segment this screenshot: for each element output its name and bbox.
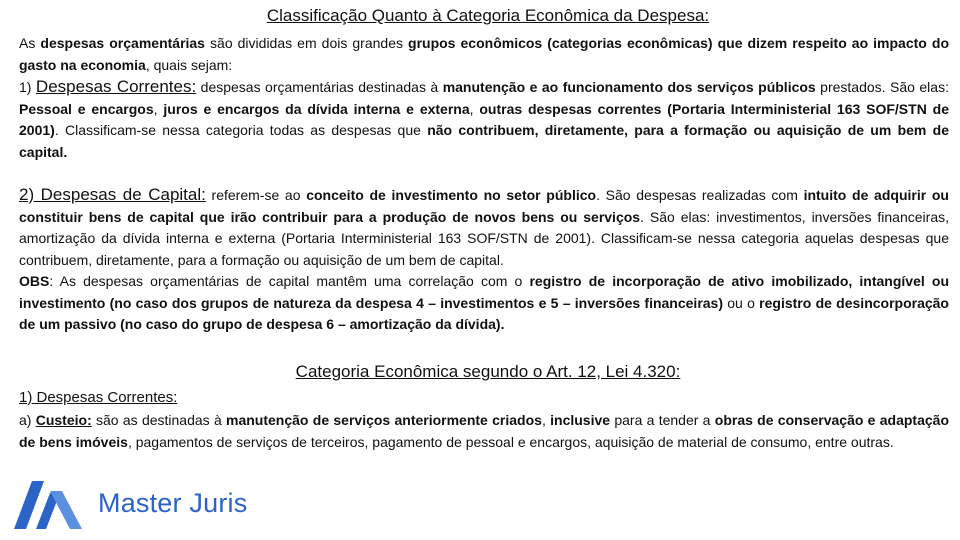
despesas-correntes-heading: Despesas Correntes:: [35, 77, 197, 96]
obs-label: OBS: [19, 273, 50, 289]
section-despesas-correntes-heading: 1) Despesas Correntes:: [19, 389, 178, 406]
intro-paragraph: As despesas orçamentárias são divididas em dois grandes grupos econômicos (categorias econômicas) que dizem respeito ao impacto do gasto na economia, quais sejam:: [19, 35, 949, 73]
despesas-capital-paragraph: 2) Despesas de Capital: referem-se ao conceito de investimento no setor público. São despesas realizadas com intuito de adquirir ou constituir bens de capital que irão contribuir para a produção de novos bens ou serviços. São elas: investimentos, inversões financeiras, amortização da dívida interna e externa (Portaria Interministerial 163 SOF/STN de 2001). Classificam-se nessa categoria aquelas despesas que contribuem, diretamente, para a formação ou aquisição de um bem de capital. OBS: As despesas orçamentárias de capital mantêm uma correlação com o registro de incorporação de ativo imobilizado, intangível ou investimento (no caso dos grupos de natureza da despesa 4 – investimentos e 5 – inversões financeiras) ou o registro de desincorporação de um passivo (no caso do grupo de despesa 6 – amortização da dívida).: [19, 185, 950, 332]
section-title: Categoria Econômica segundo o Art. 12, Lei 4.320:: [295, 362, 681, 381]
logo-text: Master Juris: [98, 487, 248, 518]
custeio-label: Custeio:: [35, 412, 92, 428]
page-title: Classificação Quanto à Categoria Econômica da Despesa:: [266, 6, 710, 25]
despesas-capital-heading: 2) Despesas de Capital:: [19, 185, 206, 204]
master-juris-logo-icon: [14, 477, 82, 529]
despesas-correntes-paragraph: 1) Despesas Correntes: despesas orçamentárias destinadas à manutenção e ao funcionamento dos serviços públicos prestados. São elas: Pessoal e encargos, juros e encargos da dívida interna e externa, outras despesas correntes (Portaria Interministerial 163 SOF/STN de 2001). Classificam-se nessa categoria todas as despesas que não contribuem, diretamente, para a formação ou aquisição de um bem de capital.: [19, 77, 949, 160]
master-juris-logo: [14, 476, 247, 530]
custeio-paragraph: a) Custeio: são as destinadas à manutenção de serviços anteriormente criados, inclusive para a tender a obras de conservação e adaptação de bens imóveis, pagamentos de serviços de terceiros, pagamento de pessoal e encargos, aquisição de material de consumo, entre outras.: [19, 412, 950, 450]
